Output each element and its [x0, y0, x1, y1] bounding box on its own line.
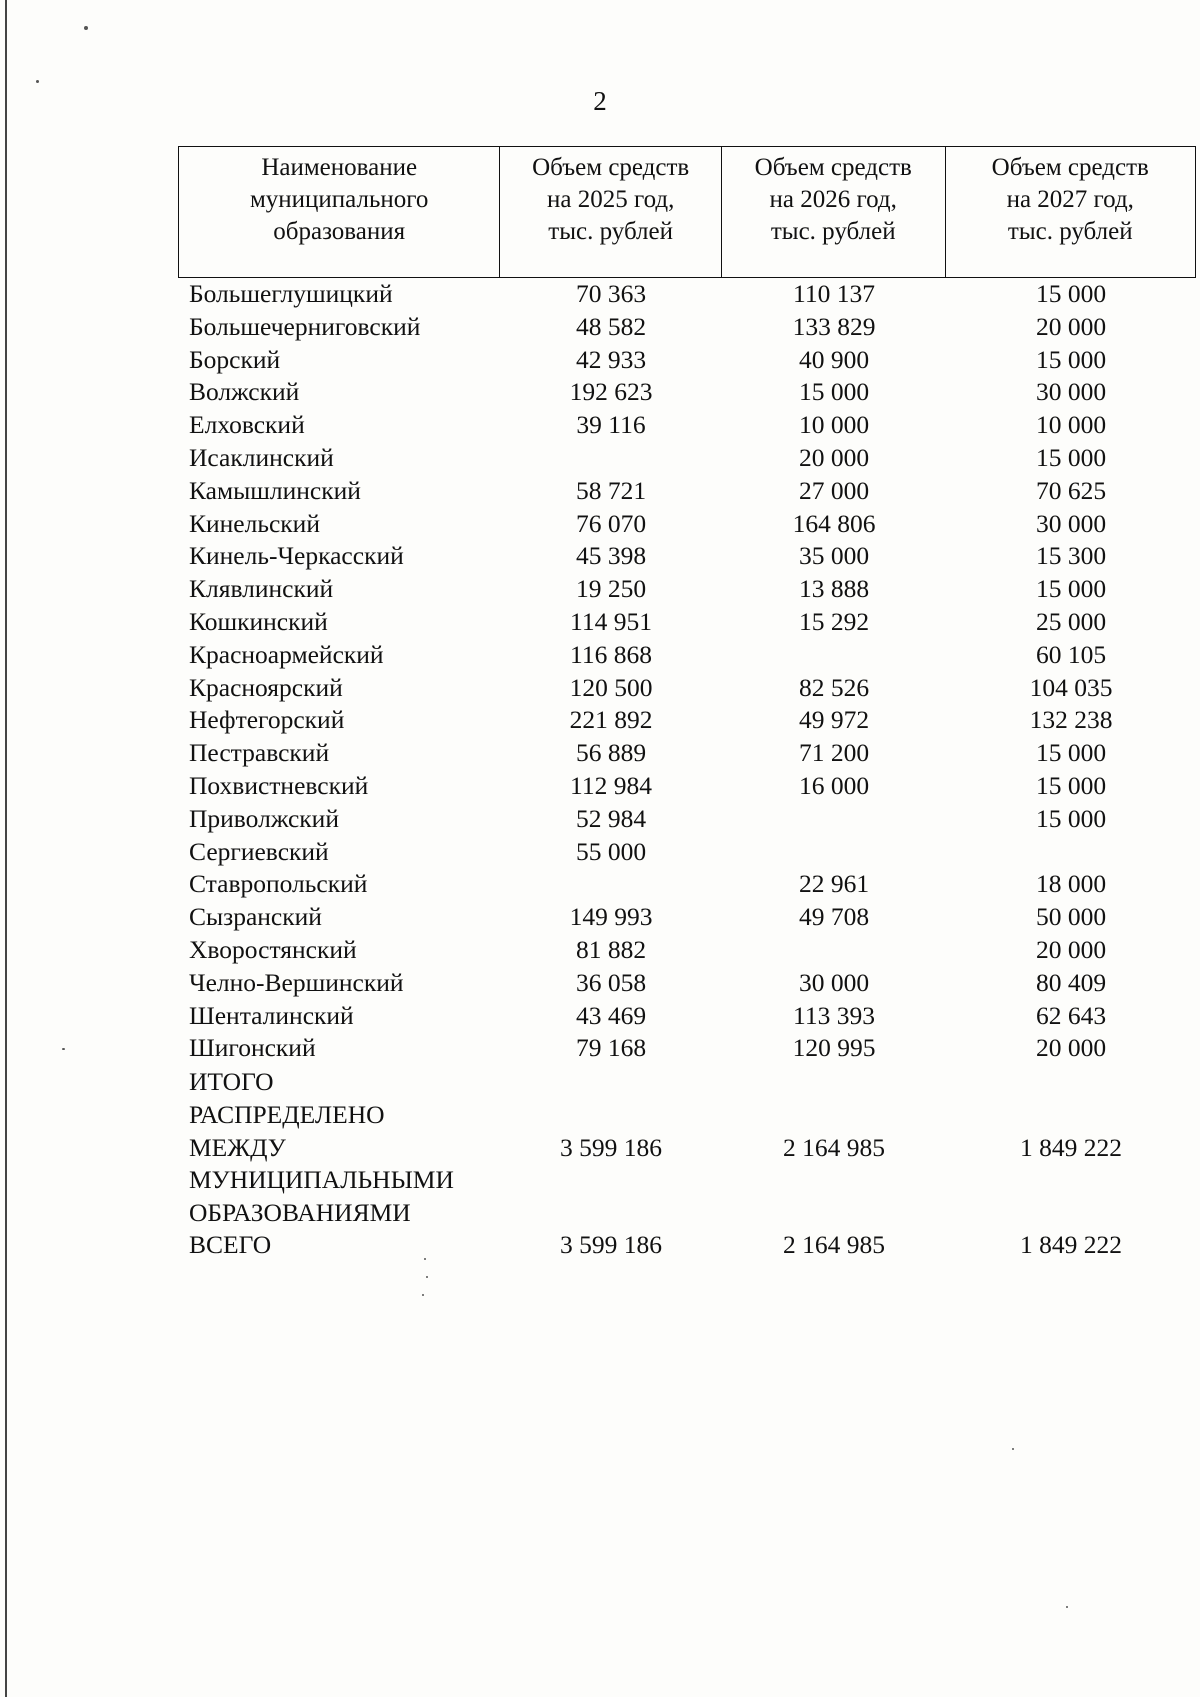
value-2027: 10 000 [1035, 410, 1107, 440]
table-header [178, 146, 1196, 278]
value-2026 [722, 639, 946, 672]
value-2026: 120 995 [792, 1033, 876, 1063]
value-2027: 20 000 [1035, 1033, 1107, 1063]
total-distributed-2026: 2 164 985 [783, 1132, 885, 1162]
value-2026 [722, 803, 946, 836]
table-row [178, 573, 1196, 606]
value-2026: 113 393 [793, 1000, 875, 1030]
grand-total-2025: 3 599 186 [560, 1230, 662, 1259]
header-line: на 2025 год, [546, 186, 675, 213]
value-2027: 15 300 [1035, 541, 1107, 571]
total-label-line: ИТОГО [189, 1067, 274, 1096]
table-row [178, 803, 1196, 836]
value-2025: 149 993 [569, 902, 653, 932]
municipality-name: Кошкинский [189, 606, 328, 636]
value-2026: 13 888 [798, 574, 870, 604]
value-2025: 19 250 [575, 574, 647, 604]
table-row [178, 672, 1196, 705]
table-row [178, 409, 1196, 442]
value-2027: 132 238 [1029, 705, 1113, 735]
value-2027: 60 105 [1035, 639, 1107, 669]
value-2027: 30 000 [1035, 508, 1107, 538]
value-2027: 80 409 [1035, 967, 1107, 997]
value-2026: 16 000 [798, 770, 870, 800]
municipality-name: Шигонский [189, 1033, 316, 1063]
table-row [178, 1000, 1196, 1033]
value-2026: 49 708 [798, 902, 870, 932]
value-2026: 22 961 [798, 869, 870, 899]
municipality-name: Борский [189, 344, 281, 374]
value-2027: 15 000 [1035, 344, 1107, 374]
value-2025: 43 469 [575, 1000, 647, 1030]
header-line: Объем средств [532, 154, 690, 181]
value-2026: 27 000 [798, 475, 870, 505]
municipality-name: Красноярский [189, 672, 343, 702]
value-2025: 58 721 [575, 475, 647, 505]
municipality-name: Кинельский [189, 508, 320, 538]
value-2027: 15 000 [1035, 279, 1107, 308]
header-line: тыс. рублей [1007, 218, 1133, 245]
header-line: тыс. рублей [770, 218, 896, 245]
scan-speck [422, 1294, 424, 1296]
header-2025 [500, 147, 722, 277]
value-2025: 70 363 [575, 279, 647, 308]
municipality-name: Елховский [189, 410, 305, 440]
municipality-name: Нефтегорский [189, 705, 345, 735]
value-2027: 15 000 [1035, 442, 1107, 472]
value-2025: 76 070 [575, 508, 647, 538]
value-2026: 110 137 [793, 279, 875, 308]
page-number: 2 [593, 86, 607, 116]
municipality-name: Сергиевский [189, 836, 329, 866]
header-line: Объем средств [754, 154, 912, 181]
value-2026: 15 292 [798, 606, 870, 636]
value-2025: 116 868 [570, 639, 652, 669]
table-body [178, 278, 1196, 1065]
header-municipality [179, 147, 500, 277]
municipality-name: Исаклинский [189, 442, 334, 472]
value-2026 [722, 934, 946, 967]
value-2025: 81 882 [575, 934, 647, 964]
municipality-name: Челно-Вершинский [189, 967, 404, 997]
municipality-name: Большечерниговский [189, 311, 421, 341]
municipality-name: Ставропольский [189, 869, 368, 899]
header-line: муниципального [249, 186, 429, 213]
value-2025: 45 398 [575, 541, 647, 571]
municipality-name: Сызранский [189, 902, 322, 932]
table-row [178, 442, 1196, 475]
value-2027: 62 643 [1035, 1000, 1107, 1030]
value-2027: 50 000 [1035, 902, 1107, 932]
value-2025: 221 892 [569, 705, 653, 735]
value-2025: 48 582 [575, 311, 647, 341]
total-label-line: МУНИЦИПАЛЬНЫМИ [189, 1165, 454, 1195]
header-2026 [722, 147, 946, 277]
municipality-name: Приволжский [189, 803, 339, 833]
grand-total-label: ВСЕГО [189, 1230, 272, 1259]
value-2025: 36 058 [575, 967, 647, 997]
value-2027: 15 000 [1035, 803, 1107, 833]
table-row [178, 901, 1196, 934]
header-line: Объем средств [991, 154, 1149, 181]
header-line: тыс. рублей [548, 218, 674, 245]
scan-speck [36, 80, 39, 83]
municipality-name: Пестравский [189, 738, 330, 768]
municipality-name: Кинель-Черкасский [189, 541, 404, 571]
value-2027: 70 625 [1035, 475, 1107, 505]
value-2026: 35 000 [798, 541, 870, 571]
municipality-name: Похвистневский [189, 770, 369, 800]
value-2027: 30 000 [1035, 377, 1107, 407]
total-distributed-2025: 3 599 186 [560, 1132, 662, 1162]
value-2026: 164 806 [792, 508, 876, 538]
value-2025: 192 623 [569, 377, 653, 407]
municipality-name: Большеглушицкий [189, 279, 393, 308]
municipality-name: Волжский [189, 377, 300, 407]
table-row [178, 967, 1196, 1000]
table-row [178, 639, 1196, 672]
total-label-line: РАСПРЕДЕЛЕНО [189, 1099, 385, 1129]
value-2025: 52 984 [575, 803, 647, 833]
grand-total-2027: 1 849 222 [1020, 1230, 1122, 1259]
scan-speck [426, 1276, 428, 1278]
header-line: на 2027 год, [1006, 186, 1134, 213]
table-row [178, 376, 1196, 409]
value-2026: 15 000 [798, 377, 870, 407]
value-2025: 120 500 [569, 672, 653, 702]
scan-speck [1012, 1448, 1014, 1450]
value-2027: 18 000 [1035, 869, 1107, 899]
value-2027: 25 000 [1035, 606, 1107, 636]
value-2027: 104 035 [1029, 672, 1113, 702]
value-2026: 10 000 [798, 410, 870, 440]
value-2026: 30 000 [798, 967, 870, 997]
value-2027: 20 000 [1035, 311, 1107, 341]
table-row [178, 770, 1196, 803]
header-line: образования [273, 218, 406, 245]
table-row [178, 278, 1196, 311]
scan-speck [84, 26, 88, 30]
municipality-name: Хворостянский [189, 934, 357, 964]
value-2027: 15 000 [1035, 574, 1107, 604]
table-row [178, 311, 1196, 344]
total-distributed-label [178, 1066, 500, 1230]
value-2025: 42 933 [575, 344, 647, 374]
value-2027: 20 000 [1035, 934, 1107, 964]
value-2027: 15 000 [1035, 770, 1107, 800]
table-row [178, 606, 1196, 639]
scan-speck [62, 1048, 65, 1050]
table-row [178, 737, 1196, 770]
value-2026: 20 000 [798, 442, 870, 472]
table-row [178, 836, 1196, 869]
value-2025: 55 000 [575, 836, 647, 866]
value-2025: 56 889 [575, 738, 647, 768]
scan-speck [1066, 1606, 1068, 1608]
value-2027 [946, 836, 1196, 869]
value-2026: 49 972 [798, 705, 870, 735]
value-2026 [722, 836, 946, 869]
municipality-name: Камышлинский [189, 475, 361, 505]
table-row [178, 934, 1196, 967]
grand-total-row [178, 1229, 1196, 1262]
table-row [178, 508, 1196, 541]
total-label-line: ОБРАЗОВАНИЯМИ [189, 1198, 411, 1228]
binding-edge-line [5, 0, 7, 1697]
value-2026: 40 900 [798, 344, 870, 374]
table-row [178, 344, 1196, 377]
municipality-name: Красноармейский [189, 639, 384, 669]
municipality-name: Шенталинский [189, 1000, 354, 1030]
scan-speck [424, 1258, 426, 1260]
value-2025 [500, 442, 722, 475]
value-2025 [500, 868, 722, 901]
total-label-line: МЕЖДУ [189, 1132, 286, 1162]
value-2026: 71 200 [798, 738, 870, 768]
value-2025: 114 951 [570, 606, 652, 636]
table-row [178, 704, 1196, 737]
value-2025: 39 116 [576, 410, 646, 440]
value-2027: 15 000 [1035, 738, 1107, 768]
value-2026: 82 526 [798, 672, 870, 702]
total-distributed-row [178, 1066, 1196, 1230]
table-row [178, 1032, 1196, 1065]
header-line: Наименование [261, 154, 418, 181]
municipality-name: Клявлинский [189, 574, 334, 604]
header-2027 [946, 147, 1196, 277]
value-2025: 112 984 [570, 770, 652, 800]
grand-total-2026: 2 164 985 [783, 1230, 885, 1259]
table-row [178, 868, 1196, 901]
table-row [178, 540, 1196, 573]
total-distributed-2027: 1 849 222 [1020, 1132, 1122, 1162]
table-row [178, 475, 1196, 508]
header-line: на 2026 год, [769, 186, 897, 213]
value-2026: 133 829 [792, 311, 876, 341]
value-2025: 79 168 [575, 1033, 647, 1063]
